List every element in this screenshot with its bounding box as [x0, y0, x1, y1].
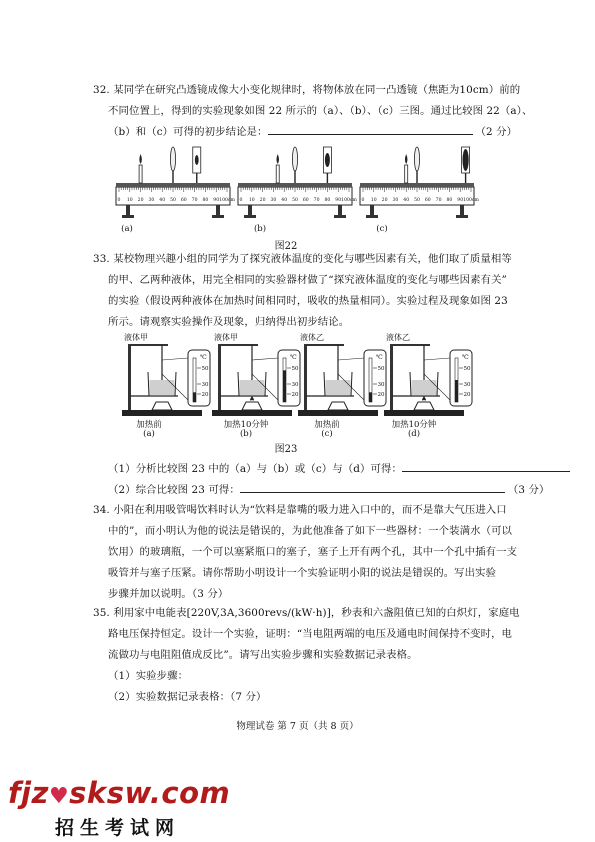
liquid-label: 液体甲 — [214, 333, 238, 342]
convex-lens — [292, 147, 297, 183]
q33-line-2: 的甲、乙两种液体，用完全相同的实验器材做了“探究液体温度的变化与哪些因素有关” — [108, 274, 507, 286]
ruler-label: 60 — [302, 198, 309, 203]
ruler-label: 30 — [392, 198, 399, 203]
heart-icon: ♥ — [48, 784, 70, 809]
ruler-label: 50 — [170, 198, 176, 203]
q34-line-2: 中的”，而小明认为他的说法是错误的，为此他准备了如下一些器材：一个装满水（可以 — [108, 525, 513, 537]
fig22-sub-a: (a) — [121, 224, 133, 234]
page-footer: 物理试卷 第 7 页（共 8 页） — [236, 721, 359, 732]
q32-score: （2 分） — [475, 126, 518, 138]
ruler-label: 90 — [457, 198, 464, 203]
optical-bench-b — [238, 147, 357, 218]
ruler-label: 60 — [424, 198, 431, 203]
ruler-label: 70 — [313, 198, 320, 203]
ruler-label: 0 — [361, 198, 365, 203]
ruler-label: 10 — [370, 198, 377, 203]
fig23-sub-d: (d) — [407, 429, 421, 439]
ruler-label: 70 — [435, 198, 442, 203]
ruler-label: 30 — [148, 198, 155, 203]
thermometer-tick: 50 — [377, 366, 385, 372]
thermometer-tick: 20 — [463, 392, 471, 398]
q33-score: （3 分） — [507, 484, 550, 496]
ruler-label: 50 — [292, 198, 298, 203]
q32-line-1: 32. 某同学在研究凸透镜成像大小变化规律时，将物体放在同一凸透镜（焦距为10cm）前的 — [93, 84, 521, 96]
ruler-label: 0 — [239, 198, 243, 203]
q34-line-3: 饮用）的玻璃瓶，一个可以塞紧瓶口的塞子，塞子上开有两个孔，其中一个孔中插有一支 — [108, 546, 518, 558]
heating-apparatus-c — [298, 332, 386, 416]
q33-answer-1-blank — [402, 460, 570, 472]
optical-bench-c — [360, 147, 479, 218]
thermometer-unit: ℃ — [376, 354, 383, 361]
site-logo-right: sksw.com — [69, 776, 231, 810]
fig22-sub-c: (c) — [376, 224, 388, 234]
thermometer-unit: ℃ — [290, 354, 297, 361]
q33-answer-2 — [108, 480, 550, 501]
q33-answer-2-prompt: （2）综合比较图 23 可得： — [108, 484, 240, 496]
ruler-label: 100cm — [463, 198, 479, 203]
ruler-label: 0 — [117, 198, 121, 203]
ruler-label: 50 — [414, 198, 420, 203]
candle — [276, 154, 279, 183]
fig23-sub-c: (c) — [321, 429, 333, 439]
ruler-label: 60 — [180, 198, 187, 203]
fig23-caption-a: 加热前 — [136, 420, 162, 430]
ruler-label: 20 — [381, 198, 388, 203]
thermometer-tick: 50 — [201, 366, 209, 372]
q33-line-1: 33. 某校物理兴趣小组的同学为了探究液体温度的变化与哪些因素有关，他们取了质量相等 — [93, 253, 512, 265]
fig22-sub-b: (b) — [253, 224, 267, 234]
ruler-label: 90 — [335, 198, 342, 203]
liquid-label: 液体甲 — [124, 333, 148, 342]
heating-apparatus-b — [212, 332, 300, 416]
ruler-label: 40 — [159, 198, 166, 203]
q35-line-3: 流做功与电阻阻值成反比”。请写出实验步骤和实验数据记录表格。 — [108, 649, 418, 661]
ruler-label: 30 — [270, 198, 277, 203]
q33-answer-1 — [108, 459, 503, 480]
heating-apparatus-a — [122, 332, 210, 416]
q32-answer-prompt: （b）和（c）可得的初步结论是： — [108, 126, 268, 138]
q32-line-2: 不同位置上，得到的实验现象如图 22 所示的（a）、（b）、（c）三图。通过比较图 22（a）、 — [108, 105, 533, 117]
thermometer-unit: ℃ — [462, 354, 469, 361]
ruler-label: 20 — [137, 198, 144, 203]
thermometer-tick: 20 — [201, 392, 209, 398]
fig22-caption: 图22 — [274, 241, 298, 252]
q34-line-1: 34. 小阳在利用吸管喝饮料时认为“饮料是靠嘴的吸力进入口中的，而不是靠大气压进入口 — [93, 504, 507, 516]
ruler-label: 10 — [248, 198, 255, 203]
ruler-label: 100cm — [341, 198, 357, 203]
q35-answer-2: （2）实验数据记录表格：（7 分） — [108, 691, 267, 703]
ruler-label: 100cm — [219, 198, 235, 203]
heating-apparatus-d — [384, 332, 472, 416]
ruler-label: 80 — [324, 198, 331, 203]
ruler-label: 40 — [403, 198, 410, 203]
candle — [139, 154, 142, 183]
ruler-label: 90 — [213, 198, 220, 203]
convex-lens — [170, 147, 175, 183]
thermometer-tick: 30 — [291, 382, 299, 388]
figure-22 — [112, 143, 482, 235]
q35-answer-1: （1）实验步骤： — [108, 670, 189, 682]
convex-lens — [414, 147, 419, 183]
q34-line-4: 吸管并与塞子压紧。请你帮助小明设计一个实验证明小阳的说法是错误的。写出实验 — [108, 567, 497, 579]
thermometer-tick: 50 — [291, 366, 299, 372]
fig23-sub-a: (a) — [143, 429, 155, 439]
thermometer-unit: ℃ — [200, 354, 207, 361]
ruler-label: 40 — [281, 198, 288, 203]
fig23-caption-d: 加热10分钟 — [391, 420, 437, 430]
thermometer-tick: 50 — [463, 366, 471, 372]
light-screen — [193, 147, 201, 183]
q35-line-1: 35. 利用家中电能表[220V,3A,3600revs/(kW·h)]，秒表和六盏阻值已知的白炽灯，家庭电 — [93, 607, 520, 619]
q32-line-3 — [108, 122, 518, 143]
light-screen — [462, 147, 470, 183]
site-tagline: 招生考试网 — [55, 817, 181, 839]
fig23-caption-b: 加热10分钟 — [223, 420, 269, 430]
q33-line-3: 的实验（假设两种液体在加热时间相同时，吸收的热量相同）。实验过程及现象如图 23 — [108, 295, 508, 307]
ruler-label: 80 — [446, 198, 453, 203]
ruler-label: 10 — [126, 198, 133, 203]
q32-answer-blank — [268, 123, 473, 135]
fig23-sub-b: (b) — [239, 429, 253, 439]
ruler-label: 70 — [191, 198, 198, 203]
site-logo — [8, 776, 230, 810]
ruler-label: 20 — [259, 198, 266, 203]
site-logo-left: fjz — [8, 776, 49, 810]
thermometer-tick: 30 — [377, 382, 385, 388]
thermometer-tick: 20 — [377, 392, 385, 398]
optical-bench-a — [116, 147, 235, 218]
ruler-label: 80 — [202, 198, 209, 203]
candle — [405, 154, 408, 183]
liquid-label: 液体乙 — [300, 333, 324, 342]
fig23-caption-c: 加热前 — [314, 420, 340, 430]
q33-answer-1-prompt: （1）分析比较图 23 中的（a）与（b）或（c）与（d）可得： — [108, 463, 402, 475]
thermometer-tick: 30 — [463, 382, 471, 388]
liquid-label: 液体乙 — [386, 333, 410, 342]
q34-line-5: 步骤并加以说明。（3 分） — [108, 588, 229, 600]
thermometer-tick: 30 — [201, 382, 209, 388]
q33-answer-2-blank — [240, 481, 505, 493]
q35-line-2: 路电压保持恒定。设计一个实验，证明：“当电阻两端的电压及通电时间保持不变时，电 — [108, 628, 513, 640]
thermometer-tick: 20 — [291, 392, 299, 398]
fig23-caption: 图23 — [274, 444, 298, 455]
q33-line-4: 所示。请观察实验操作及现象，归纳得出初步结论。 — [108, 316, 350, 328]
light-screen — [323, 147, 331, 183]
